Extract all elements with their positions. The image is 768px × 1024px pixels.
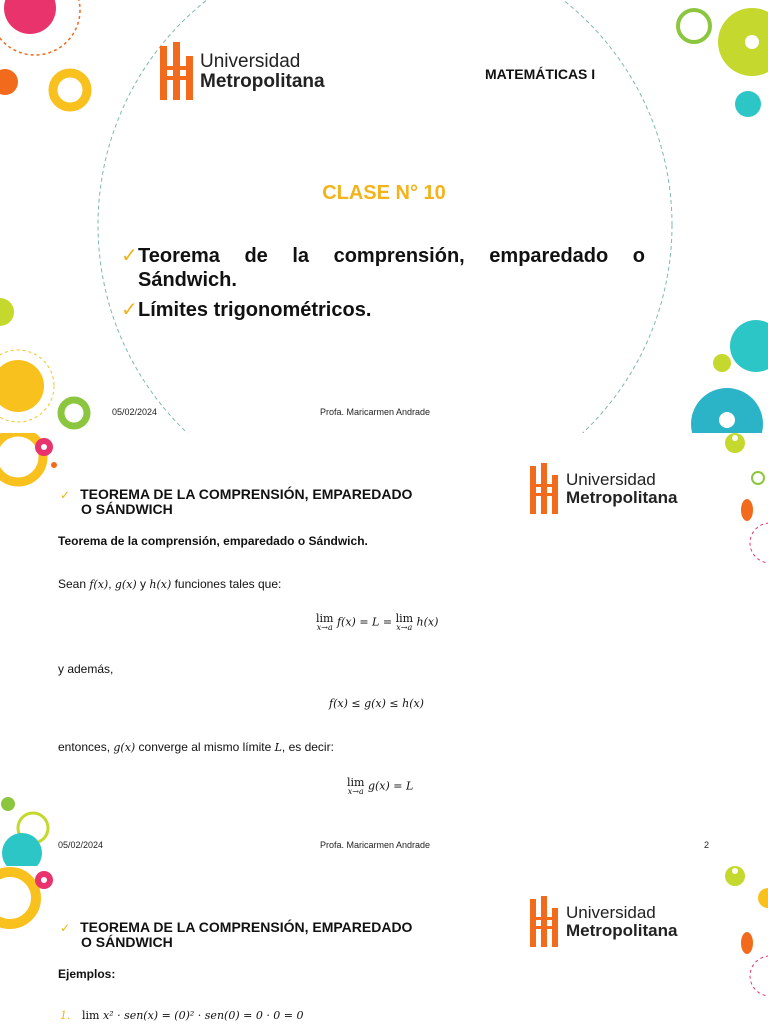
topic-text: Teorema de la comprensión, emparedado o Sándwich. xyxy=(138,245,645,291)
example-number: 1. xyxy=(60,1009,71,1022)
slide-1 xyxy=(0,0,768,433)
logo-bars-icon xyxy=(530,896,560,948)
logo-line-1: Universidad xyxy=(200,51,301,73)
footer-date: 05/02/2024 xyxy=(58,840,104,850)
course-title: MATEMÁTICAS I xyxy=(485,66,596,82)
section-title xyxy=(60,920,412,951)
slide-2 xyxy=(0,433,768,866)
check-icon: ✓ xyxy=(60,921,71,935)
title-line-2: O SÁNDWICH xyxy=(81,501,173,518)
equation-inequality: f(x) ≤ g(x) ≤ h(x) xyxy=(329,697,424,710)
page-number: 2 xyxy=(704,840,710,850)
sean-sentence: Sean f(x), g(x) y h(x) funciones tales que: xyxy=(58,577,282,591)
title-line-1: TEOREMA DE LA COMPRENSIÓN, EMPAREDADO xyxy=(80,919,413,935)
logo-line-2: Metropolitana xyxy=(566,488,678,507)
check-icon: ✓ xyxy=(121,245,138,267)
topic-text: Límites trigonométricos. xyxy=(138,299,372,321)
university-logo xyxy=(530,896,677,948)
logo-bars-icon xyxy=(160,42,194,102)
theorem-subtitle: Teorema de la comprensión, emparedado o Sándwich. xyxy=(58,534,368,548)
section-title xyxy=(60,487,412,518)
examples-heading: Ejemplos: xyxy=(58,967,116,981)
logo-line-2: Metropolitana xyxy=(200,71,325,92)
footer-author: Profa. Maricarmen Andrade xyxy=(320,407,431,417)
title-line-1: TEOREMA DE LA COMPRENSIÓN, EMPAREDADO xyxy=(80,486,413,502)
logo-line-1: Universidad xyxy=(566,470,656,490)
topic-list xyxy=(121,244,645,322)
topic-item xyxy=(121,244,645,292)
topic-item xyxy=(121,298,645,322)
decorative-circles xyxy=(0,0,768,433)
footer-author: Profa. Maricarmen Andrade xyxy=(320,840,431,850)
check-icon: ✓ xyxy=(121,299,138,321)
example-1: 1. lim x² · sen(x) = (0)² · sen(0) = 0 · 0 = 0 xyxy=(60,1009,304,1022)
title-line-2: O SÁNDWICH xyxy=(81,934,173,951)
equation-conclusion: lim x→a g(x) = L xyxy=(347,776,414,796)
logo-line-1: Universidad xyxy=(566,903,656,923)
check-icon: ✓ xyxy=(60,488,71,502)
logo-bars-icon xyxy=(530,463,560,515)
university-logo xyxy=(530,463,677,515)
class-number: CLASE N° 10 xyxy=(322,182,446,204)
equation-limits: lim x→a f(x) = L = lim x→a h(x) xyxy=(316,612,439,632)
entonces-sentence: entonces, g(x) converge al mismo límite L, es decir: xyxy=(58,740,334,754)
footer-date: 05/02/2024 xyxy=(112,407,158,417)
ademas-text: y además, xyxy=(58,662,114,676)
logo-line-2: Metropolitana xyxy=(566,921,678,940)
slide-3 xyxy=(0,866,768,1024)
university-logo xyxy=(160,42,325,102)
